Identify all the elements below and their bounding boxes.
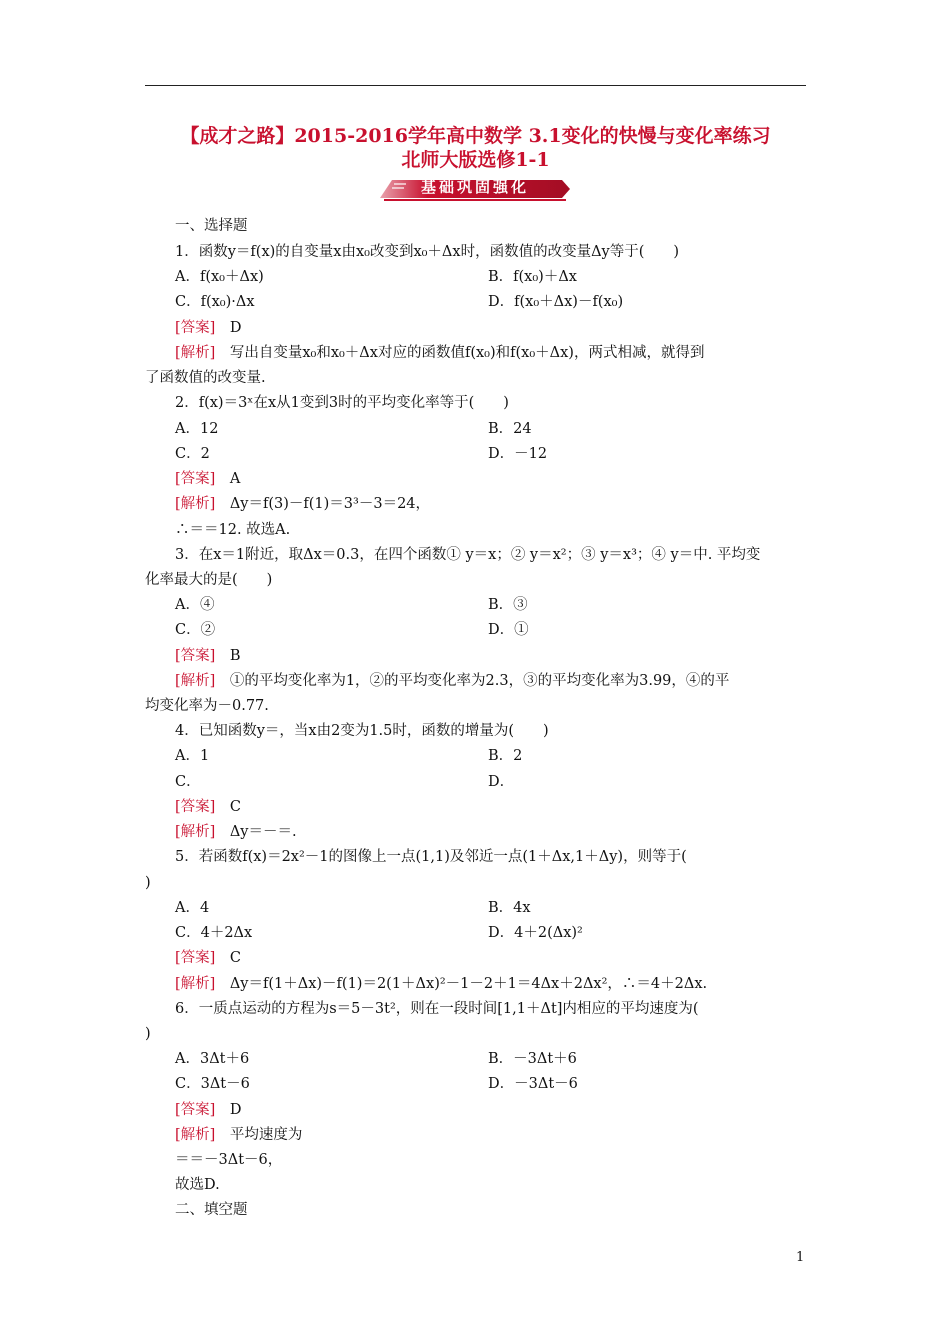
answer-tag: [答案] (175, 648, 216, 664)
answer-tag: [答案] (175, 1102, 216, 1118)
q1-option-a: A．f(x₀＋Δx) (175, 269, 264, 285)
q6-option-b: B．－3Δt＋6 (488, 1051, 577, 1067)
q1-answer (175, 318, 241, 338)
q2-analysis-cont: ∴＝＝12. 故选A. (175, 522, 291, 538)
q5-answer (175, 948, 241, 968)
q6-answer (175, 1100, 241, 1120)
q6-option-c: C．3Δt－6 (175, 1076, 250, 1092)
answer-text: A (215, 471, 241, 487)
section-heading-choice: 一、选择题 (175, 218, 248, 234)
answer-tag: [答案] (175, 320, 216, 336)
q6-analysis (175, 1125, 302, 1145)
analysis-tag: [解析] (175, 824, 216, 840)
q4-option-b: B．2 (488, 748, 523, 764)
q4-option-a: A．1 (175, 748, 210, 764)
q1-option-b: B．f(x₀)＋Δx (488, 269, 577, 285)
q1-option-c: C．f(x₀)·Δx (175, 294, 255, 310)
analysis-tag: [解析] (175, 976, 216, 992)
doc-title-line1: 【成才之路】2015-2016学年高中数学 3.1变化的快慢与变化率练习 (180, 125, 771, 147)
analysis-text: 写出自变量x₀和x₀＋Δx对应的函数值f(x₀)和f(x₀＋Δx)，两式相减，就得到 (215, 345, 705, 361)
q2-option-a: A．12 (175, 421, 219, 437)
banner-label: 基础巩固强化 (420, 178, 529, 196)
q2-option-b: B．24 (488, 421, 532, 437)
q3-analysis-cont: 均变化率为－0.77. (145, 698, 269, 714)
q6-analysis-conclusion: 故选D. (175, 1177, 220, 1193)
question-3-cont: 化率最大的是( ) (145, 572, 273, 588)
q4-analysis (175, 822, 297, 842)
q4-answer (175, 797, 241, 817)
q2-answer (175, 469, 240, 489)
q2-option-c: C．2 (175, 446, 210, 462)
q2-option-d: D．－12 (488, 446, 548, 462)
q5-option-d: D．4＋2(Δx)² (488, 925, 583, 941)
q5-option-b: B．4x (488, 900, 531, 916)
analysis-tag: [解析] (175, 345, 216, 361)
question-5-cont: ) (145, 875, 151, 891)
analysis-tag: [解析] (175, 496, 216, 512)
question-6-cont: ) (145, 1026, 151, 1042)
question-4: 4．已知函数y＝，当x由2变为1.5时，函数的增量为( ) (175, 723, 549, 739)
q3-option-c: C．② (175, 622, 216, 638)
q3-option-a: A．④ (175, 597, 215, 613)
q1-analysis-cont: 了函数值的改变量. (145, 370, 266, 386)
page-number: 1 (796, 1250, 805, 1265)
question-2: 2．f(x)＝3ˣ在x从1变到3时的平均变化率等于( ) (175, 395, 509, 411)
q3-option-d: D．① (488, 622, 529, 638)
analysis-text: Δy＝f(3)－f(1)＝3³－3＝24， (215, 496, 431, 512)
analysis-tag: [解析] (175, 673, 216, 689)
question-3: 3．在x＝1附近，取Δx＝0.3，在四个函数① y＝x；② y＝x²；③ y＝x³；④ y＝中. 平均变 (175, 547, 761, 563)
answer-tag: [答案] (175, 799, 216, 815)
q1-analysis (175, 343, 704, 363)
q3-answer (175, 646, 240, 666)
section-heading-fill: 二、填空题 (175, 1202, 248, 1218)
question-6: 6．一质点运动的方程为s＝5－3t²，则在一段时间[1,1＋Δt]内相应的平均速度为( (175, 1001, 699, 1017)
analysis-text: ①的平均变化率为1，②的平均变化率为2.3，③的平均变化率为3.99，④的平 (215, 673, 730, 689)
answer-tag: [答案] (175, 471, 216, 487)
header-rule (145, 85, 806, 86)
analysis-text: 平均速度为 (215, 1127, 303, 1143)
answer-tag: [答案] (175, 950, 216, 966)
q6-analysis-cont: ＝＝－3Δt－6， (175, 1152, 283, 1168)
answer-text: C (215, 799, 241, 815)
q4-option-d: D． (488, 774, 515, 790)
section-banner (380, 176, 570, 202)
q1-option-d: D．f(x₀＋Δx)－f(x₀) (488, 294, 624, 310)
doc-title-line2: 北师大版选修1-1 (401, 149, 550, 171)
q5-option-a: A．4 (175, 900, 210, 916)
q6-option-d: D．－3Δt－6 (488, 1076, 578, 1092)
analysis-tag: [解析] (175, 1127, 216, 1143)
q4-option-c: C． (175, 774, 201, 790)
analysis-text: Δy＝f(1＋Δx)－f(1)＝2(1＋Δx)²－1－2＋1＝4Δx＋2Δx²，∴＝4＋2Δx. (215, 976, 708, 992)
q2-analysis (175, 494, 430, 514)
q6-option-a: A．3Δt＋6 (175, 1051, 250, 1067)
question-5: 5．若函数f(x)＝2x²－1的图像上一点(1,1)及邻近一点(1＋Δx,1＋Δy)，则等于( (175, 849, 687, 865)
analysis-text: Δy＝－＝. (215, 824, 297, 840)
question-1: 1．函数y＝f(x)的自变量x由x₀改变到x₀＋Δx时，函数值的改变量Δy等于( ) (175, 244, 680, 260)
answer-text: D (215, 320, 242, 336)
answer-text: D (215, 1102, 242, 1118)
answer-text: C (215, 950, 241, 966)
q5-analysis (175, 974, 707, 994)
q5-option-c: C．4＋2Δx (175, 925, 253, 941)
q3-analysis (175, 671, 729, 691)
answer-text: B (215, 648, 241, 664)
q3-option-b: B．③ (488, 597, 528, 613)
